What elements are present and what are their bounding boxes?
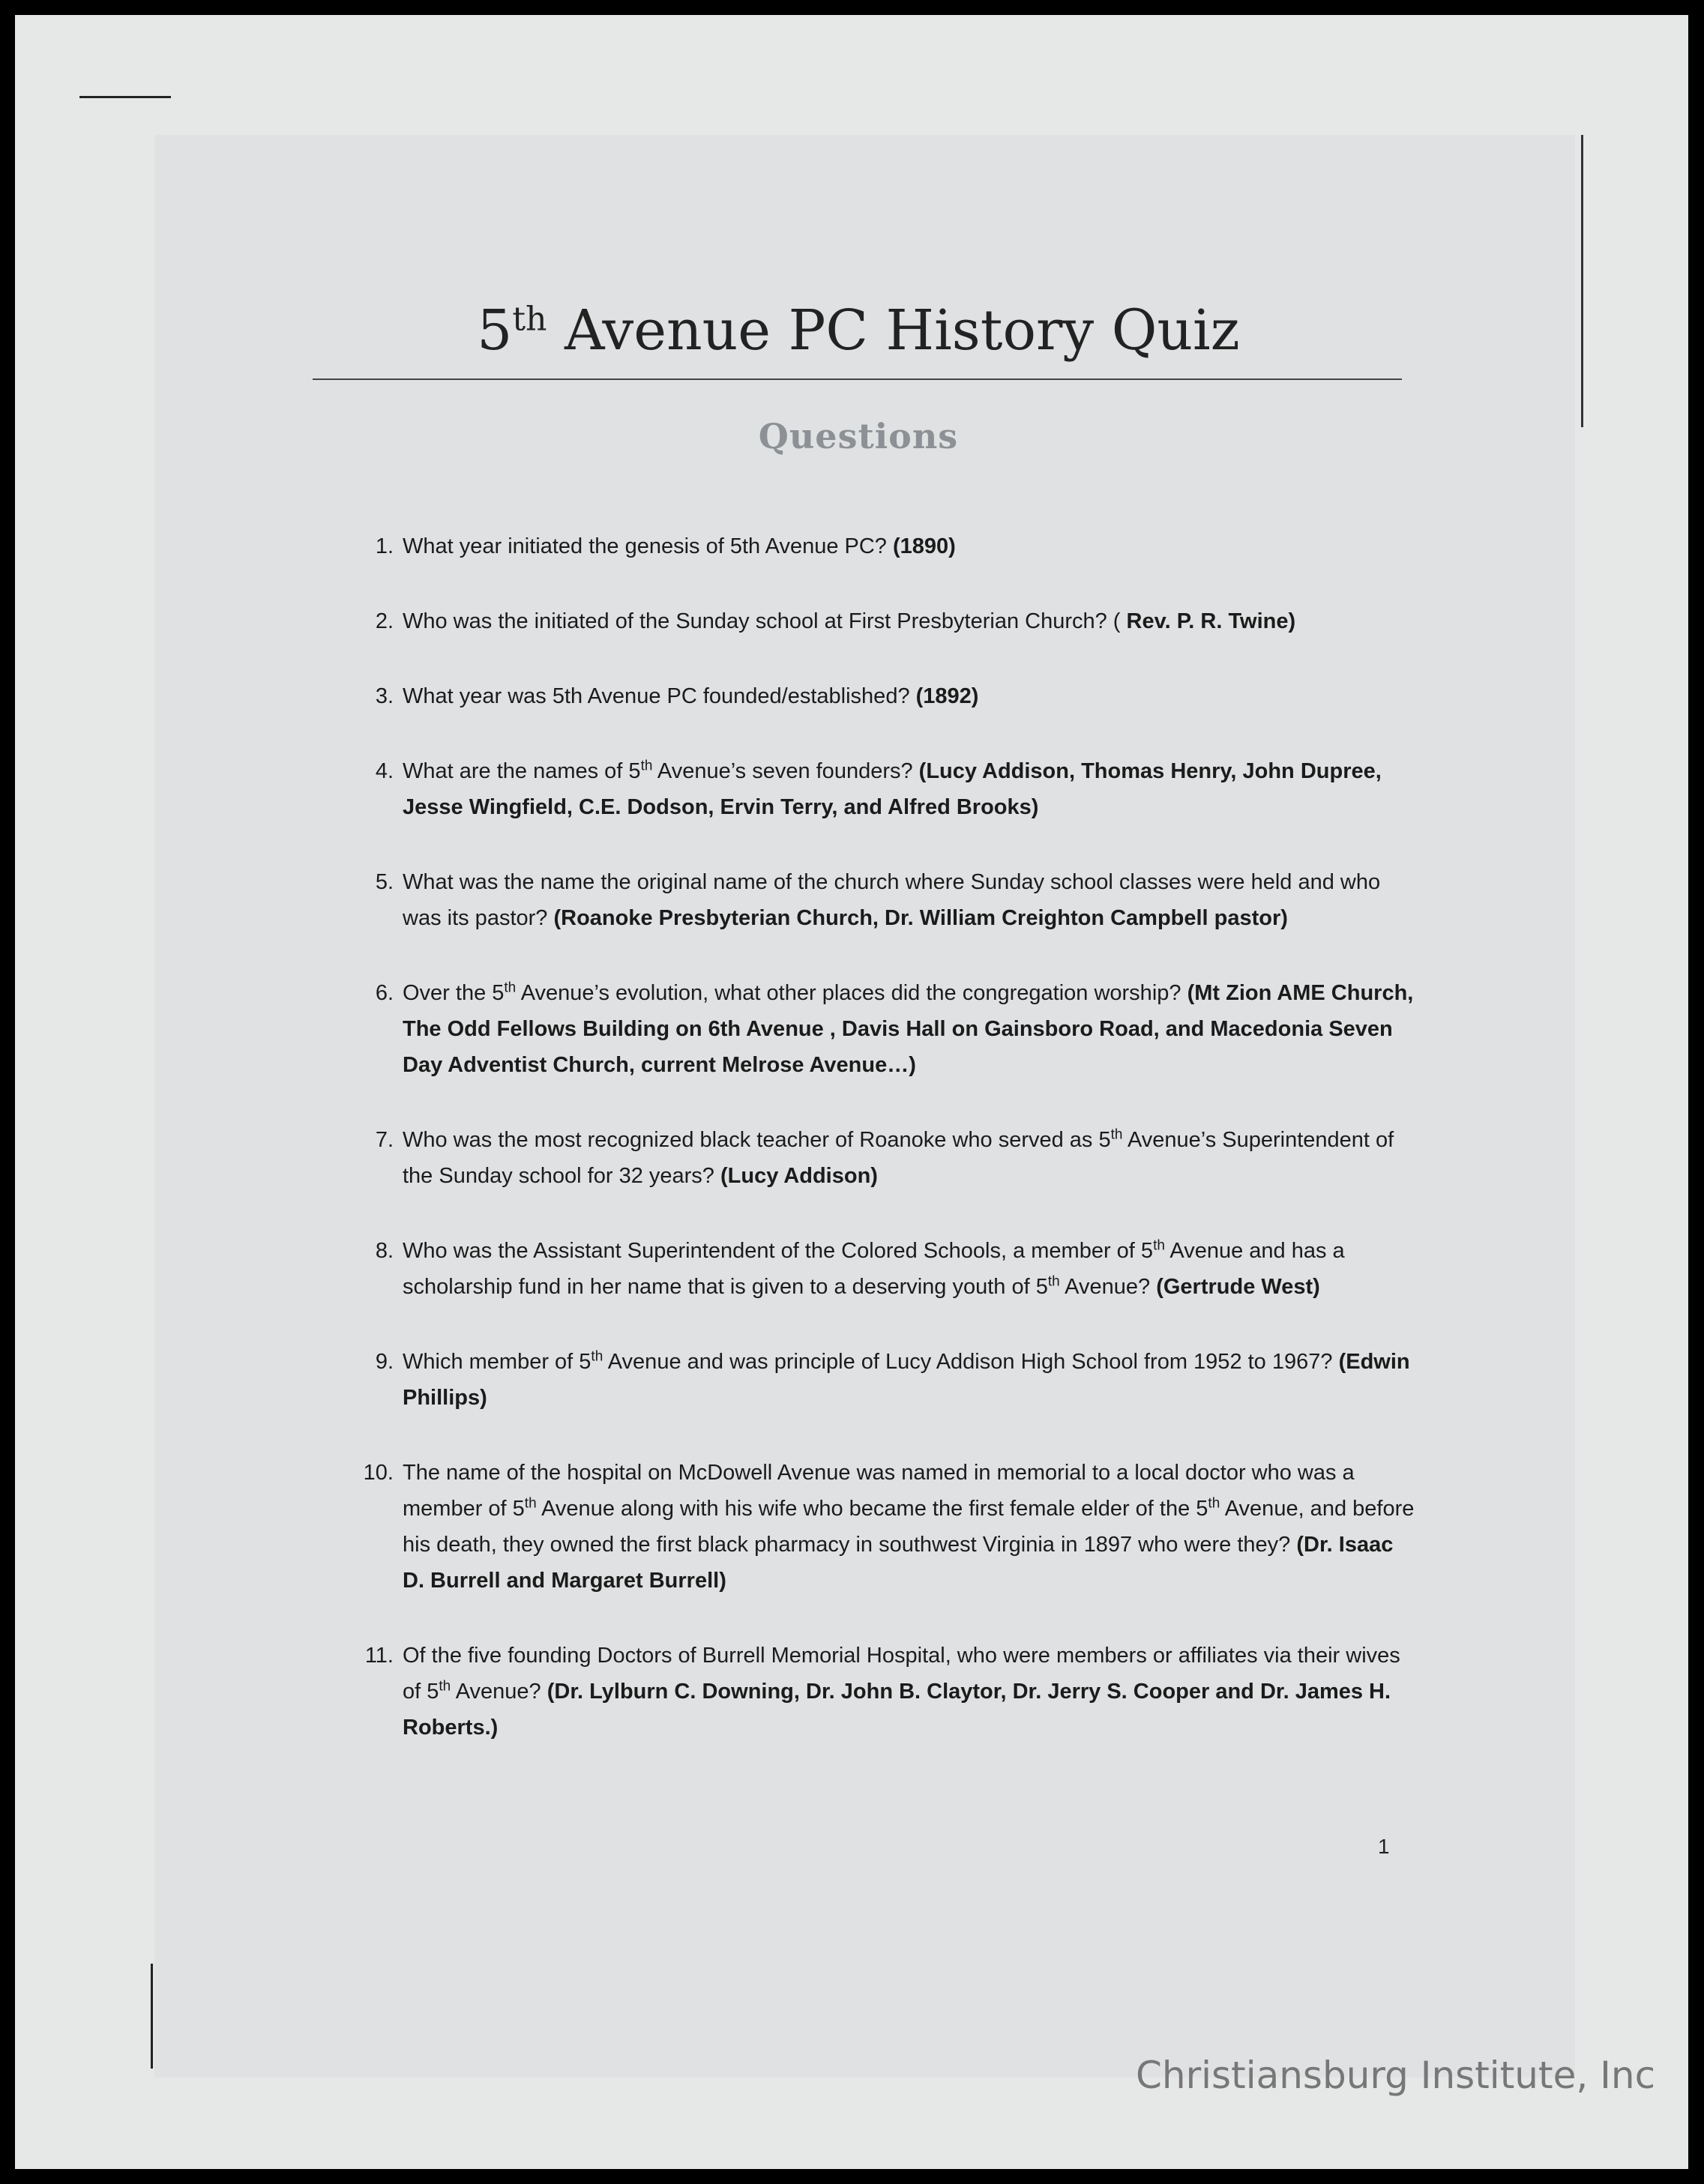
page-number: 1 [1378, 1835, 1390, 1858]
question-number: 11. [364, 1644, 394, 1668]
question-answer: (Mt Zion AME Church, The Odd Fellows Building on 6th Avenue , Davis Hall on Gainsboro Road, and Macedonia Seven Day Adventist Church, current Melrose Avenue…) [403, 981, 1414, 1077]
question-prompt: Avenue? [1059, 1275, 1157, 1299]
question-list [356, 528, 1421, 1746]
question-prompt: Avenue’s evolution, what other places did the congregation worship? [516, 981, 1187, 1005]
edge-mark [1581, 135, 1583, 427]
question-answer: Rev. P. R. Twine) [1126, 609, 1296, 633]
question-item [356, 678, 1421, 714]
question-text [403, 609, 1295, 633]
question-prompt: Which member of 5 [403, 1350, 591, 1374]
question-prompt: Avenue along with his wife who became the first female elder of the 5 [536, 1497, 1208, 1521]
question-number: 4. [375, 759, 394, 783]
edge-mark [151, 1964, 153, 2069]
question-number: 2. [375, 609, 394, 633]
question-answer: (Gertrude West) [1156, 1275, 1320, 1299]
question-prompt: What year initiated the genesis of 5th Avenue PC? [403, 534, 893, 558]
question-number: 9. [375, 1350, 394, 1374]
question-text [403, 759, 1382, 819]
question-prompt: Who was the Assistant Superintendent of the Colored Schools, a member of 5 [403, 1239, 1154, 1263]
question-prompt: Avenue and has a scholarship fund in her name that is given to a deserving youth of 5 [403, 1239, 1345, 1299]
question-prompt: Avenue? [451, 1680, 547, 1704]
question-number: 7. [375, 1128, 394, 1152]
question-text [403, 870, 1380, 930]
question-answer: (Lucy Addison) [720, 1164, 878, 1188]
paper-sheet [15, 15, 1688, 2169]
ordinal-superscript: th [1153, 1237, 1165, 1254]
ordinal-superscript: th [1047, 1273, 1060, 1290]
watermark: Christiansburg Institute, Inc [1136, 2054, 1656, 2097]
section-heading: Questions [758, 416, 959, 456]
ordinal-superscript: th [524, 1495, 537, 1512]
ordinal-superscript: th [1110, 1126, 1123, 1143]
question-text [403, 1461, 1414, 1593]
question-prompt: Who was the initiated of the Sunday school at First Presbyterian Church? ( [403, 609, 1127, 633]
question-item [356, 1638, 1421, 1746]
page-title [315, 298, 1402, 363]
question-answer: (Lucy Addison, Thomas Henry, John Dupree, Jesse Wingfield, C.E. Dodson, Ervin Terry, and Alfred Brooks) [403, 759, 1382, 819]
question-number: 1. [375, 534, 394, 558]
ordinal-superscript: th [591, 1348, 603, 1365]
question-text [403, 684, 978, 708]
question-answer: (Dr. Lylburn C. Downing, Dr. John B. Claytor, Dr. Jerry S. Cooper and Dr. James H. Roberts.) [403, 1680, 1391, 1740]
question-number: 8. [375, 1239, 394, 1263]
question-item [356, 528, 1421, 564]
question-item [356, 864, 1421, 936]
question-item [356, 1122, 1421, 1194]
title-superscript: th [512, 300, 547, 339]
question-prompt: Avenue, and before his death, they owned the first black pharmacy in southwest Virginia in 1897 who were they? [403, 1497, 1415, 1557]
question-number: 5. [375, 870, 394, 894]
question-prompt: Avenue and was principle of Lucy Addison High School from 1952 to 1967? [603, 1350, 1339, 1374]
question-prompt: Who was the most recognized black teacher of Roanoke who served as 5 [403, 1128, 1111, 1152]
title-divider [313, 378, 1402, 380]
ordinal-superscript: th [1208, 1495, 1220, 1512]
question-answer: (Edwin Phillips) [403, 1350, 1410, 1410]
question-text [403, 534, 956, 558]
title-text: Avenue PC History Quiz [547, 298, 1240, 363]
question-answer: (1890) [893, 534, 956, 558]
question-text [403, 1128, 1394, 1188]
question-answer: (Dr. Isaac D. Burrell and Margaret Burrell) [403, 1533, 1394, 1593]
question-prompt: What year was 5th Avenue PC founded/established? [403, 684, 916, 708]
title-number: 5 [477, 298, 513, 363]
question-answer: (1892) [915, 684, 979, 708]
question-item [356, 603, 1421, 639]
question-answer: (Roanoke Presbyterian Church, Dr. William Creighton Campbell pastor) [553, 906, 1288, 930]
question-prompt: What are the names of 5 [403, 759, 641, 783]
question-item [356, 1344, 1421, 1416]
question-prompt: The name of the hospital on McDowell Avenue was named in memorial to a local doctor who was a member of 5 [403, 1461, 1355, 1521]
question-number: 10. [363, 1461, 394, 1485]
ordinal-superscript: th [504, 980, 517, 996]
question-prompt: Of the five founding Doctors of Burrell Memorial Hospital, who were members or affiliates via their wives of 5 [403, 1644, 1400, 1704]
question-prompt: Avenue’s Superintendent of the Sunday school for 32 years? [403, 1128, 1394, 1188]
question-item [356, 1455, 1421, 1599]
question-number: 6. [375, 981, 394, 1005]
question-text [403, 1239, 1345, 1299]
pencil-mark [79, 96, 171, 98]
question-prompt: What was the name the original name of the church where Sunday school classes were held and who was its pastor? [403, 870, 1381, 930]
question-prompt: Over the 5 [403, 981, 505, 1005]
ordinal-superscript: th [640, 758, 653, 774]
question-item [356, 1233, 1421, 1305]
question-text [403, 1350, 1410, 1410]
question-number: 3. [375, 684, 394, 708]
question-text [403, 1644, 1400, 1740]
ordinal-superscript: th [439, 1678, 451, 1695]
question-text [403, 981, 1413, 1077]
question-prompt: Avenue’s seven founders? [652, 759, 919, 783]
question-item [356, 753, 1421, 825]
question-item [356, 975, 1421, 1083]
